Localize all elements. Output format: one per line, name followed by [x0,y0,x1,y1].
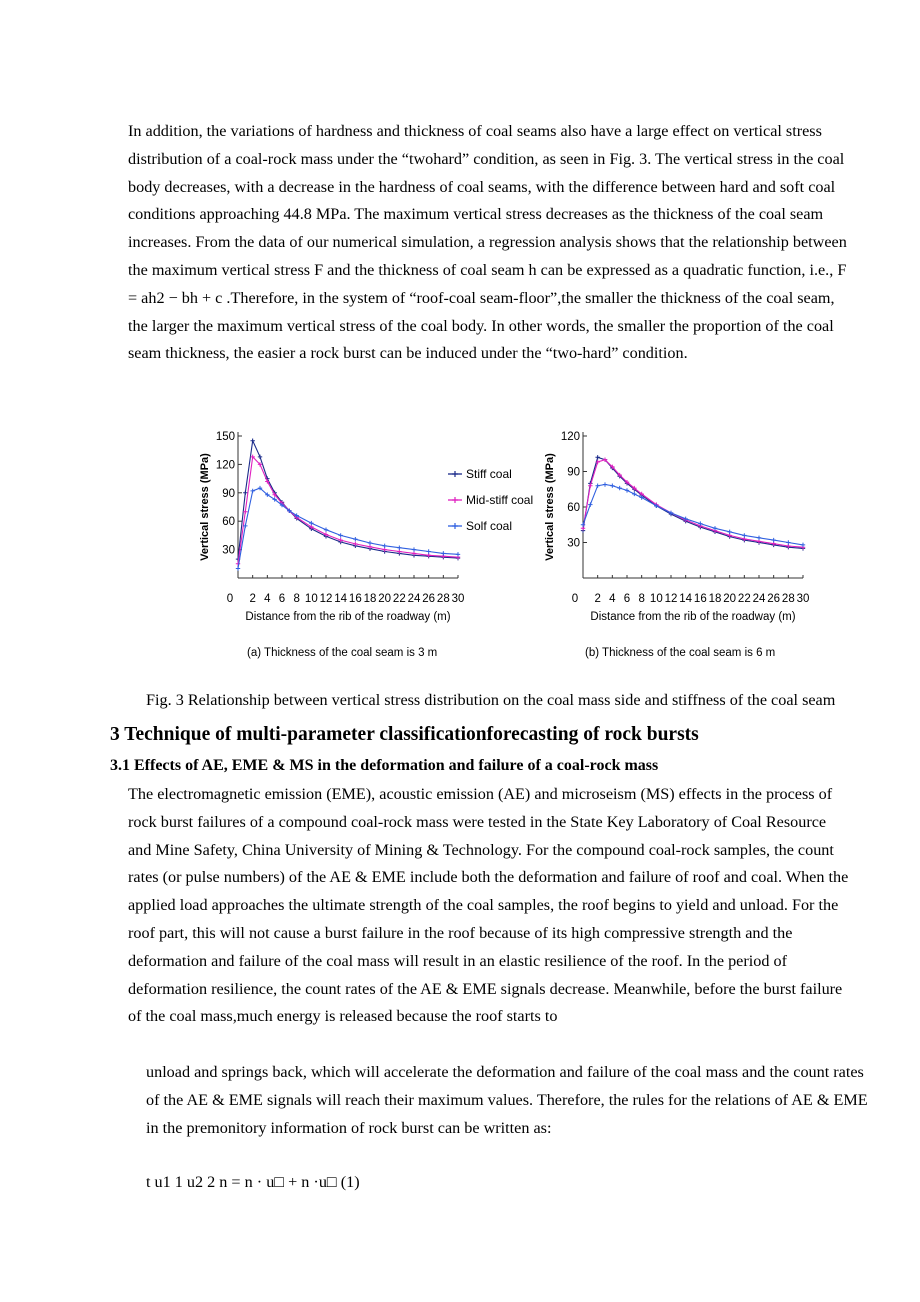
x-tick-label: 24 [752,593,766,605]
series-line [238,441,458,559]
data-point [632,492,636,496]
data-point [412,547,416,551]
x-tick-label: 30 [796,593,810,605]
data-point [324,528,328,532]
data-point [338,533,342,537]
y-tick-label: 30 [222,544,235,557]
y-axis-label: Vertical stress (MPa) [199,453,211,561]
x-tick-label: 0 [571,593,579,605]
x-tick-label: 24 [407,593,421,605]
y-tick-label: 120 [560,431,580,443]
data-point [588,502,592,506]
x-tick-label: 6 [623,593,631,605]
x-tick-label: 28 [436,593,450,605]
data-point [368,541,372,545]
panel-a-caption: (a) Thickness of the coal seam is 3 m [247,647,438,659]
chart-panel-b [544,431,809,623]
x-tick-label: 28 [781,593,795,605]
x-tick-label: 12 [319,593,333,605]
legend-marker [452,523,458,529]
data-point [595,484,599,488]
x-tick-label: 8 [293,593,300,605]
x-tick-label: 30 [451,593,465,605]
x-tick-label: 26 [422,593,436,605]
chart-panel-a [199,431,533,623]
x-tick-label: 16 [693,593,707,605]
data-point [441,551,445,555]
data-point [617,486,621,490]
data-point [250,439,254,443]
data-point [236,566,240,570]
data-point [771,538,775,542]
section-3-1-heading: 3.1 Effects of AE, EME & MS in the deformation and failure of a coal-rock mass [110,757,659,774]
x-tick-label: 22 [392,593,406,605]
series-line [238,457,458,564]
data-point [727,530,731,534]
x-tick-label: 0 [226,593,234,605]
y-tick-label: 60 [567,502,580,514]
x-tick-label: 18 [708,593,722,605]
y-axis-label: Vertical stress (MPa) [544,453,556,561]
figure-3-charts [190,428,810,668]
data-point [353,537,357,541]
figure-caption: Fig. 3 Relationship between vertical stress distribution on the coal mass side and stiffness of the coal seam [146,691,836,710]
paragraph-eme: The electromagnetic emission (EME), acoustic emission (AE) and microseism (MS) effects in the process of rock burst failures of a compound coal-rock mass were tested in the State Key Laboratory of Coal Resource and Mine Safety, China University of Mining & Technology. For the compound coal-rock samples, the count rates (or pulse numbers) of the AE & EME include both the deformation and failure of roof and coal. When the applied load approaches the ultimate strength of the coal samples, the roof begins to yield and unload. For the roof part, this will not cause a burst failure in the roof because of its high compressive strength and the deformation and failure of the coal mass will result in an elastic resilience of the roof. In the period of deformation resilience, the count rates of the AE & EME signals decrease. Meanwhile, before the burst failure of the coal mass,much energy is released because the roof starts to [128,785,849,1026]
x-axis-label: Distance from the rib of the roadway (m) [590,611,796,623]
x-tick-label: 16 [348,593,362,605]
equation-1: t u1 1 u2 2 n = n · u□ + n ·u□ (1) [146,1173,360,1191]
panel-b-caption: (b) Thickness of the coal seam is 6 m [585,647,776,659]
legend-marker [452,497,458,503]
data-point [757,536,761,540]
series-line [583,485,803,545]
y-tick-label: 90 [222,487,235,500]
legend-label: Mid-stiff coal [466,493,534,507]
x-tick-label: 14 [679,593,693,605]
data-point [243,491,247,495]
data-point [588,484,592,488]
y-tick-label: 150 [215,431,235,443]
legend-label: Stiff coal [466,467,512,481]
x-tick-label: 20 [378,593,392,605]
x-tick-label: 4 [264,593,271,605]
data-point [625,488,629,492]
x-tick-label: 14 [334,593,348,605]
paragraph-intro: In addition, the variations of hardness and thickness of coal seams also have a large effect on vertical stress distribution of a coal-rock mass under the “twohard” condition, as seen in Fig. 3. The vertical stress in the coal body decreases, with a decrease in the hardness of coal seams, with the difference between hard and soft coal conditions approaching 44.8 MPa. The maximum vertical stress decreases as the thickness of the coal seam increases. From the data of our numerical simulation, a regression analysis shows that the relationship between the maximum vertical stress F and the thickness of coal seam h can be expressed as a quadratic function, i.e., F = ah2 − bh + c .Therefore, in the system of “roof-coal seam-floor”,the smaller the thickness of the coal seam, the larger the maximum vertical stress of the coal body. In other words, the smaller the proportion of the coal seam thickness, the easier a rock burst can be induced under the “two-hard” condition. [128,122,847,363]
y-tick-label: 30 [567,537,580,550]
data-point [742,533,746,537]
x-tick-label: 2 [249,593,256,605]
y-tick-label: 60 [222,516,235,529]
legend-label: Solf coal [466,519,513,533]
x-tick-label: 10 [304,593,318,605]
section-3-heading: 3 Technique of multi-parameter classificationforecasting of rock bursts [110,724,699,745]
data-point [397,546,401,550]
data-point [595,455,599,459]
data-point [801,543,805,547]
x-tick-label: 22 [737,593,751,605]
x-tick-label: 20 [723,593,737,605]
x-tick-label: 12 [664,593,678,605]
x-tick-label: 26 [767,593,781,605]
x-axis-label: Distance from the rib of the roadway (m) [245,611,451,623]
data-point [610,484,614,488]
paragraph-rules: unload and springs back, which will accelerate the deformation and failure of the coal mass and the count rates of the AE & EME signals will reach their maximum values. Therefore, the rules for the relations of AE & EME in the premonitory information of rock burst can be written as: [146,1063,868,1137]
y-tick-label: 90 [567,466,580,479]
x-tick-label: 2 [594,593,601,605]
x-tick-label: 8 [638,593,645,605]
data-point [603,482,607,486]
x-tick-label: 4 [609,593,616,605]
data-point [456,552,460,556]
x-tick-label: 6 [278,593,286,605]
x-tick-label: 18 [363,593,377,605]
figure-3 [190,428,810,668]
y-tick-label: 120 [215,459,235,472]
legend-marker [452,471,458,477]
x-tick-label: 10 [649,593,663,605]
data-point [426,549,430,553]
data-point [258,455,262,459]
data-point [265,479,269,483]
data-point [382,544,386,548]
data-point [309,521,313,525]
data-point [786,540,790,544]
data-point [250,489,254,493]
